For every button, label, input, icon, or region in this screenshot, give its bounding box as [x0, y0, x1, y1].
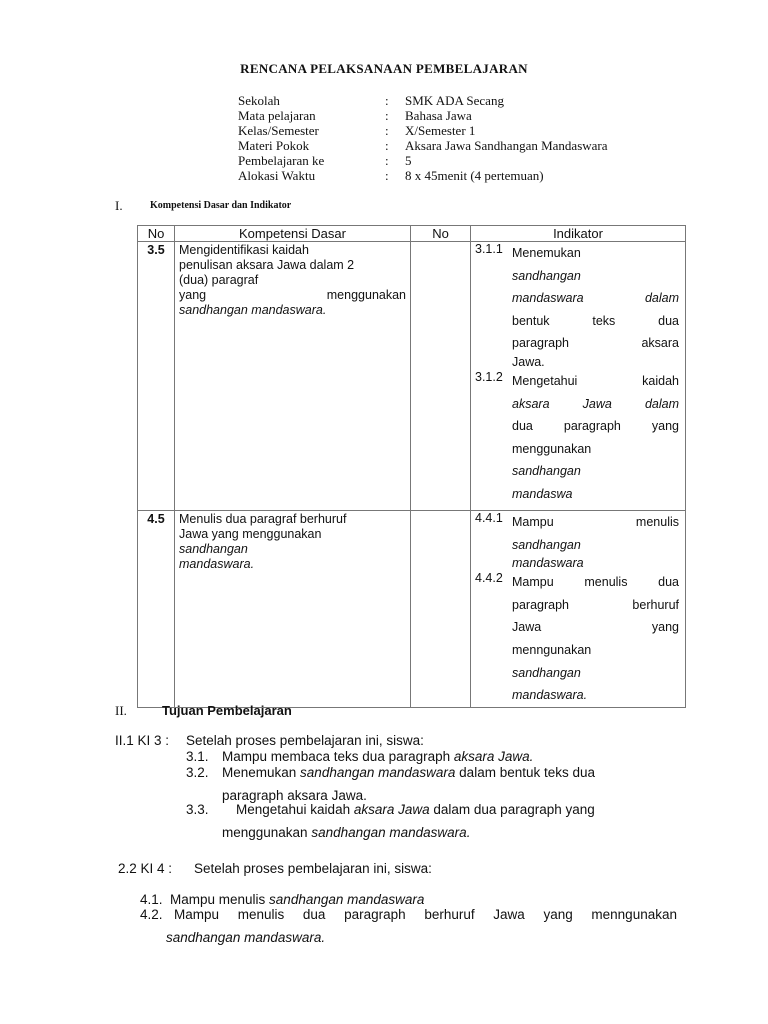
section-title: Kompetensi Dasar dan Indikator: [150, 200, 292, 211]
indicator-italic: sandhangan: [512, 268, 581, 283]
indicator-italic: sandhangan: [512, 665, 581, 680]
objective-item: [222, 765, 595, 780]
kd-line: (dua) paragraf: [179, 273, 259, 287]
table-row: [138, 511, 686, 708]
section-heading: [115, 198, 292, 214]
header-text: No: [147, 226, 165, 241]
indicator-cell: [471, 242, 686, 511]
table-header: [175, 226, 411, 242]
table-header: [471, 226, 686, 242]
identity-value: SMK ADA Secang: [405, 93, 504, 108]
objective-item: [170, 892, 424, 907]
indicator-line: [512, 287, 679, 310]
indicator-line: [512, 265, 679, 288]
objective-text: menggunakan: [222, 825, 312, 840]
identity-label: Kelas/Semester: [238, 123, 319, 138]
objective-italic: sandhangan mandaswara.: [311, 825, 471, 840]
indicator-item: [475, 571, 679, 707]
indicator-line: [512, 483, 679, 506]
kd-line: [179, 303, 406, 318]
kd-word: yang: [179, 288, 207, 302]
kd-line: Mengidentifikasi kaidah: [179, 243, 309, 257]
indicator-line: Mengetahui kaidah: [512, 373, 679, 388]
indicator-number: 3.1.1: [475, 242, 503, 256]
table-row: [138, 242, 686, 511]
indicator-number: 3.1.2: [475, 369, 503, 384]
identity-separator: :: [385, 108, 389, 123]
indicator-italic: mandaswara: [512, 556, 584, 571]
table-header-row: [138, 226, 686, 242]
header-text: Indikator: [553, 226, 603, 241]
identity-separator: :: [385, 153, 389, 168]
kd-line: [179, 557, 406, 572]
ki4-intro: Setelah proses pembelajaran ini, siswa:: [194, 861, 432, 876]
indicator-italic: aksara Jawa dalam: [512, 396, 679, 411]
indicator-line: Menemukan: [512, 246, 581, 260]
identity-label: Mata pelajaran: [238, 108, 316, 123]
indicator-line: Jawa yang: [512, 620, 679, 635]
table-header: [138, 226, 175, 242]
indicator-line: [512, 684, 679, 707]
identity-value: X/Semester 1: [405, 123, 476, 138]
objective-item: [222, 749, 533, 764]
indicator-number-cell: [411, 511, 471, 708]
objective-text: Menemukan: [222, 765, 301, 780]
indicator-line: Mampu menulis dua: [512, 575, 679, 590]
objective-text: Mengetahui kaidah: [236, 802, 354, 817]
ki4-label: 2.2 KI 4 :: [118, 861, 173, 876]
identity-label: Sekolah: [238, 93, 280, 108]
indicator-line: bentuk teks dua: [512, 313, 679, 328]
kd-line: penulisan aksara Jawa dalam 2: [179, 258, 355, 272]
kd-line: [179, 542, 406, 557]
objective-italic: sandhangan mandaswara: [269, 892, 425, 907]
indicator-italic: sandhangan: [512, 537, 581, 552]
indicator-line: [512, 460, 679, 483]
indicator-line: dua paragraph yang: [512, 419, 679, 434]
indicator-line: menngunakan: [512, 642, 592, 657]
indicator-line: [512, 534, 679, 557]
kd-cell: [175, 511, 411, 708]
identity-label: Materi Pokok: [238, 138, 310, 153]
identity-separator: :: [385, 93, 389, 108]
indicator-cell: [471, 511, 686, 708]
kd-italic: mandaswara.: [179, 557, 255, 571]
ki3-intro: Setelah proses pembelajaran ini, siswa:: [186, 733, 424, 748]
kd-italic: sandhangan mandaswara.: [179, 303, 327, 317]
objective-number: 3.1.: [186, 749, 209, 764]
indicator-number: 4.4.1: [475, 511, 503, 525]
kd-number: 3.5: [138, 242, 175, 511]
header-text: Kompetensi Dasar: [239, 226, 346, 241]
section-title: Tujuan Pembelajaran: [162, 703, 292, 718]
identity-separator: :: [385, 168, 389, 183]
indicator-line: [512, 393, 679, 416]
identity-value: Bahasa Jawa: [405, 108, 472, 123]
objective-text: dalam dua paragraph yang: [429, 802, 595, 817]
indicator-line: Mampu menulis: [512, 515, 679, 529]
ki3-label: II.1 KI 3 :: [115, 733, 170, 748]
indicator-line: paragraph berhuruf: [512, 597, 679, 612]
objective-text: Mampu membaca teks dua paragraph: [222, 749, 454, 764]
indicator-line: Jawa.: [512, 354, 545, 369]
objective-number: 4.2.: [140, 907, 163, 922]
objective-continuation: [222, 825, 470, 840]
indicator-line: [512, 662, 679, 685]
identity-value: 8 x 45menit (4 pertemuan): [405, 168, 544, 183]
objective-italic: aksara Jawa.: [453, 749, 534, 764]
objective-item: Mampu menulis dua paragraph berhuruf Jawa yang menngunakan: [174, 907, 677, 922]
objective-continuation: [166, 930, 325, 945]
objective-number: 3.2.: [186, 765, 209, 780]
objective-text: dalam bentuk teks dua: [455, 765, 596, 780]
competency-table: [137, 225, 686, 708]
identity-label: Pembelajaran ke: [238, 153, 325, 168]
identity-separator: :: [385, 123, 389, 138]
indicator-italic: mandaswara.: [512, 688, 588, 703]
kd-line: Menulis dua paragraf berhuruf: [179, 512, 347, 526]
page-title: RENCANA PELAKSANAAN PEMBELAJARAN: [240, 61, 528, 76]
identity-value: Aksara Jawa Sandhangan Mandaswara: [405, 138, 608, 153]
indicator-number: 4.4.2: [475, 571, 503, 586]
identity-separator: :: [385, 138, 389, 153]
section-number: II.: [115, 703, 127, 718]
indicator-italic: mandaswara dalam: [512, 291, 679, 306]
objective-item: [236, 802, 595, 817]
objective-italic: sandhangan mandaswara.: [166, 930, 326, 945]
indicator-line: [512, 556, 679, 571]
identity-label: Alokasi Waktu: [238, 168, 316, 183]
section-number: I.: [115, 198, 123, 213]
identity-value: 5: [405, 153, 412, 168]
kd-cell: [175, 242, 411, 511]
table-header: [411, 226, 471, 242]
kd-word: menggunakan: [326, 288, 406, 302]
indicator-number-cell: [411, 242, 471, 511]
indicator-item: [475, 511, 679, 571]
indicator-item: [475, 370, 679, 506]
indicator-item: [475, 242, 679, 370]
header-text: No: [432, 226, 449, 241]
objective-number: 3.3.: [186, 802, 209, 817]
objective-italic: sandhangan mandaswara: [300, 765, 456, 780]
kd-number: 4.5: [138, 511, 175, 708]
objective-italic: aksara Jawa: [353, 802, 430, 817]
objective-continuation: paragraph aksara Jawa.: [222, 788, 367, 803]
indicator-line: paragraph aksara: [512, 336, 679, 351]
kd-line: Jawa yang menggunakan: [179, 527, 322, 541]
indicator-line: menggunakan: [512, 441, 592, 456]
kd-line: [179, 288, 406, 303]
objective-number: 4.1.: [140, 892, 163, 907]
indicator-italic: mandaswa: [512, 486, 573, 501]
indicator-italic: sandhangan: [512, 464, 581, 479]
kd-italic: sandhangan: [179, 542, 248, 556]
objective-text: Mampu menulis: [170, 892, 270, 907]
